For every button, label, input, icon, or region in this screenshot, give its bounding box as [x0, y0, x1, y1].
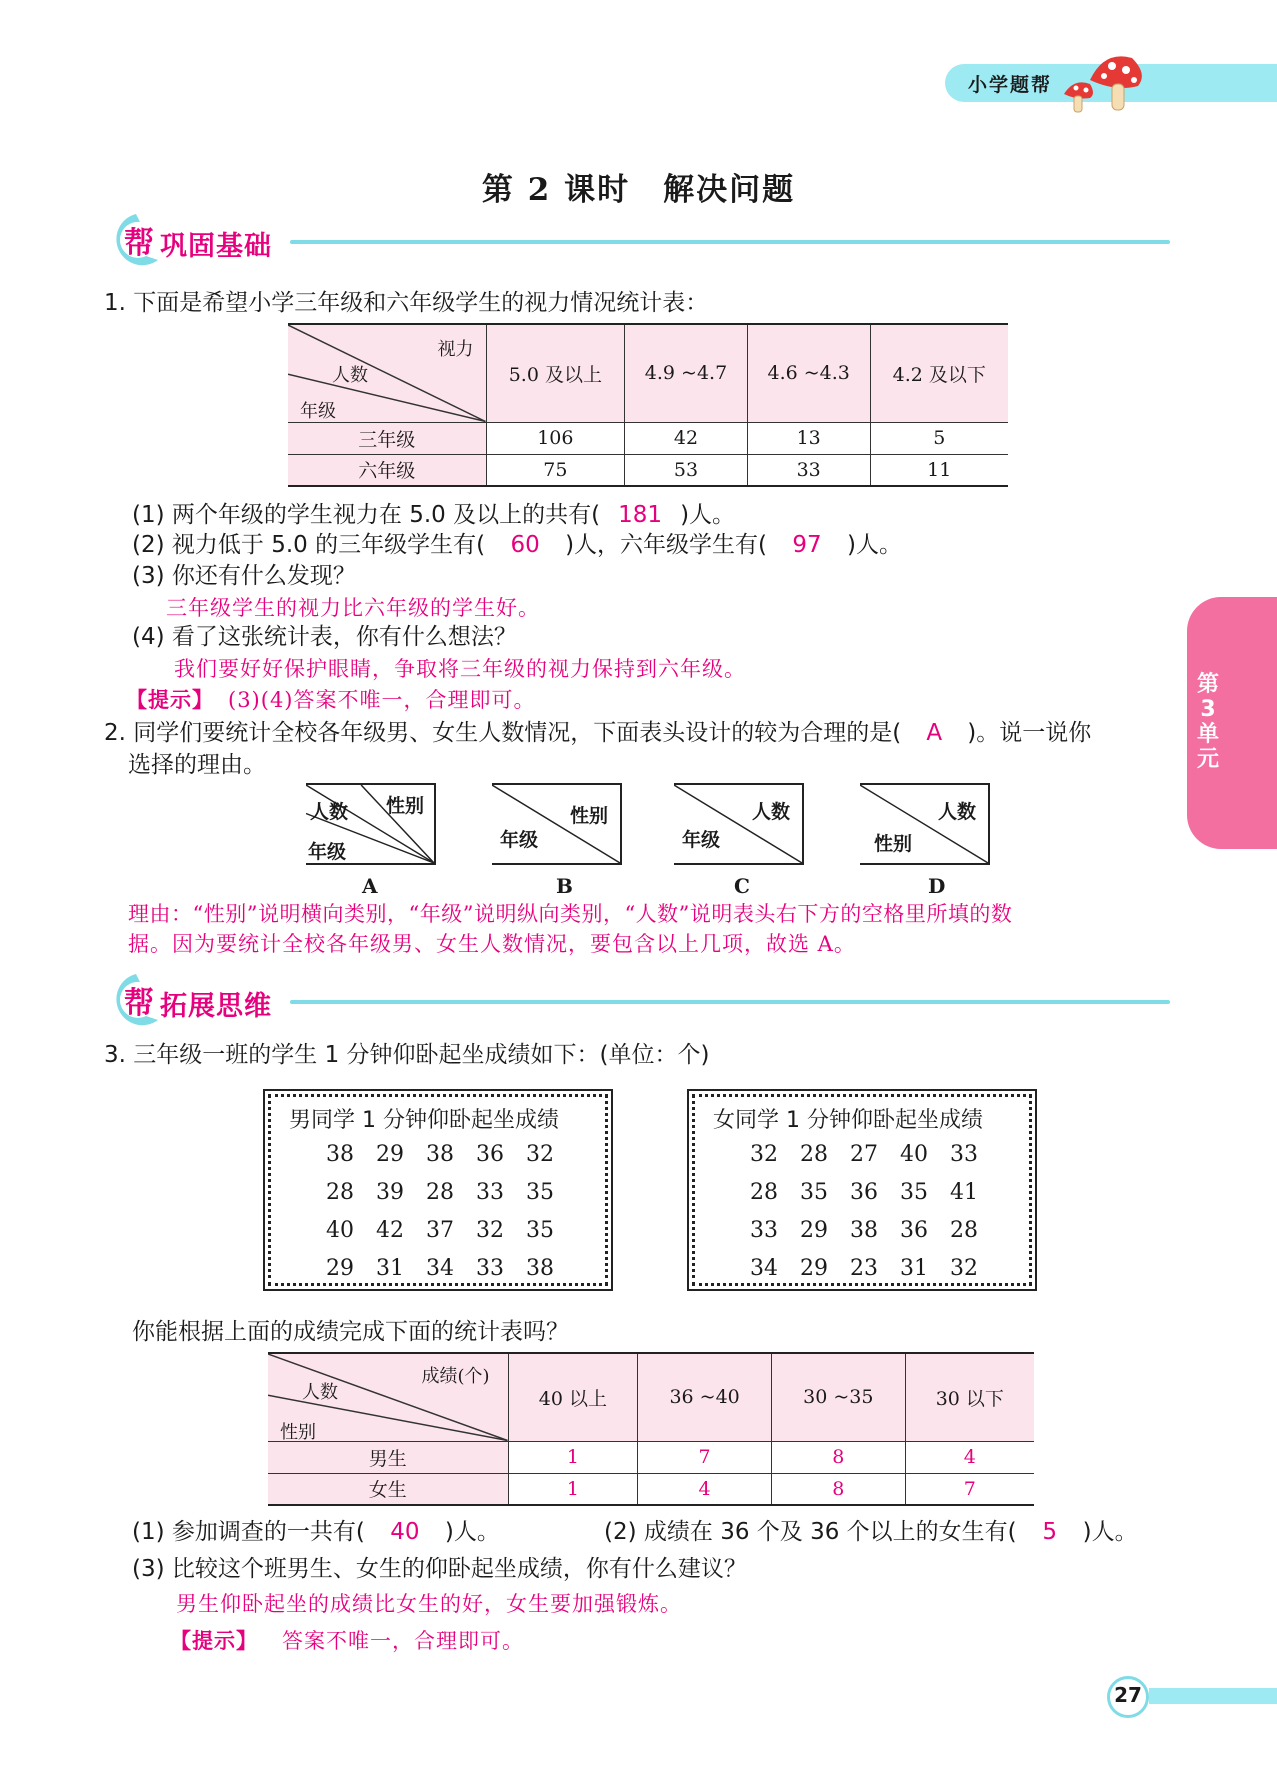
q3-boys-scores [315, 1141, 565, 1283]
boys-score: 35 [526, 1180, 554, 1205]
section-title-extend: 拓展思维 [160, 991, 272, 1022]
q3-girls-frame [692, 1094, 1032, 1286]
page-number: 27 [1114, 1683, 1142, 1707]
q3-corner-top: 成绩(个) [421, 1366, 490, 1387]
boys-score: 29 [326, 1256, 354, 1281]
q3-part2-answer: 5 [1042, 1519, 1057, 1545]
q2-option-c-header: 人数 年级 [674, 783, 804, 865]
girls-score: 35 [900, 1180, 928, 1205]
girls-score: 34 [750, 1256, 778, 1281]
q1-cell: 33 [747, 454, 870, 486]
q2-option-c-letter: C [734, 874, 750, 898]
q2-reason-line1: 理由：“性别”说明横向类别，“年级”说明纵向类别，“人数”说明表头右下方的空格里所填的数 [128, 902, 1013, 926]
section-divider [290, 240, 1170, 244]
girls-score: 33 [750, 1218, 778, 1243]
q2-option-b-header: 性别 年级 [492, 783, 622, 865]
q3-prompt: 你能根据上面的成绩完成下面的统计表吗？ [132, 1319, 569, 1345]
mushroom-icon [1060, 44, 1146, 116]
q3-cell-answer: 8 [771, 1441, 905, 1473]
q2-option-d-header: 人数 性别 [860, 783, 990, 865]
lesson-title: 第 2 课时 解决问题 [481, 172, 796, 208]
q1-part3-answer: 三年级学生的视力比六年级的学生好。 [166, 596, 540, 620]
q1-row-label: 六年级 [288, 454, 486, 486]
q1-part4: (4) 看了这张统计表，你有什么想法？ [132, 624, 517, 650]
q3-col-header: 40 以上 [508, 1353, 638, 1441]
boys-score: 37 [426, 1218, 454, 1243]
q1-hint: 【提示】 (3)(4)答案不唯一，合理即可。 [126, 688, 536, 712]
q3-part1: (1) 参加调查的一共有( 40 )人。 [132, 1519, 500, 1545]
q3-cell-answer: 4 [905, 1441, 1034, 1473]
boys-score: 36 [476, 1142, 504, 1167]
q1-col-header: 4.2 及以下 [870, 324, 1008, 422]
q1-part1: (1) 两个年级的学生视力在 5.0 及以上的共有( 181 )人。 [132, 502, 736, 528]
boys-score: 39 [376, 1180, 404, 1205]
q1-part1-answer: 181 [618, 502, 663, 528]
q1-col-header: 5.0 及以上 [486, 324, 625, 422]
page-number-bar [1149, 1688, 1277, 1704]
boys-score: 38 [526, 1256, 554, 1281]
boys-score: 38 [326, 1142, 354, 1167]
q3-stem: 3. 三年级一班的学生 1 分钟仰卧起坐成绩如下：(单位：个) [104, 1042, 710, 1068]
girls-score: 33 [950, 1142, 978, 1167]
boys-score: 33 [476, 1256, 504, 1281]
boys-score: 28 [326, 1180, 354, 1205]
q3-corner-bottom: 性别 [280, 1422, 316, 1443]
q3-cell-answer: 1 [508, 1473, 638, 1505]
q3-row-label: 女生 [268, 1473, 508, 1505]
q1-corner-bottom: 年级 [300, 401, 336, 422]
boys-score: 38 [426, 1142, 454, 1167]
boys-score: 32 [476, 1218, 504, 1243]
q3-cell-answer: 4 [638, 1473, 772, 1505]
q3-corner-mid: 人数 [302, 1382, 338, 1403]
boys-score: 35 [526, 1218, 554, 1243]
q3-col-header: 36 ~40 [638, 1353, 772, 1441]
girls-score: 28 [950, 1218, 978, 1243]
q2-option-a-letter: A [362, 874, 378, 898]
q2-stem: 2. 同学们要统计全校各年级男、女生人数情况，下面表头设计的较为合理的是( A )。说一说你 [104, 720, 1092, 746]
q1-cell: 5 [870, 422, 1008, 454]
q2-reason-line2: 据。因为要统计全校各年级男、女生人数情况，要包含以上几项，故选 A。 [128, 932, 856, 956]
q1-table-corner [288, 324, 486, 422]
q1-cell: 53 [625, 454, 748, 486]
q1-corner-top: 视力 [437, 339, 474, 360]
q1-corner-mid: 人数 [332, 365, 368, 386]
unit-side-tab-text: 第 3 单 元 [1196, 672, 1219, 772]
girls-score: 41 [950, 1180, 978, 1205]
q3-row-label: 男生 [268, 1441, 508, 1473]
q1-part3: (3) 你还有什么发现？ [132, 563, 356, 589]
boys-score: 42 [376, 1218, 404, 1243]
q2-stem-line2: 选择的理由。 [128, 752, 266, 778]
q3-cell-answer: 7 [905, 1473, 1034, 1505]
girls-score: 40 [900, 1142, 928, 1167]
q3-cell-answer: 7 [638, 1441, 772, 1473]
girls-score: 31 [900, 1256, 928, 1281]
q1-cell: 13 [747, 422, 870, 454]
section-badge-text: 帮 [124, 986, 155, 1021]
girls-score: 32 [750, 1142, 778, 1167]
q3-boys-frame [268, 1094, 608, 1286]
girls-score: 27 [850, 1142, 878, 1167]
q3-hint: 【提示】 答案不唯一，合理即可。 [170, 1629, 524, 1653]
boys-score: 28 [426, 1180, 454, 1205]
q3-score-table [268, 1352, 1034, 1506]
q1-col-header: 4.6 ~4.3 [747, 324, 870, 422]
boys-score: 33 [476, 1180, 504, 1205]
section-title-basic: 巩固基础 [160, 231, 272, 262]
q3-cell-answer: 1 [508, 1441, 638, 1473]
q1-part4-answer: 我们要好好保护眼睛，争取将三年级的视力保持到六年级。 [174, 657, 746, 681]
q1-cell: 75 [486, 454, 625, 486]
q3-girls-scores [739, 1141, 989, 1283]
boys-score: 29 [376, 1142, 404, 1167]
girls-score: 36 [900, 1218, 928, 1243]
boys-score: 32 [526, 1142, 554, 1167]
q3-part3: (3) 比较这个班男生、女生的仰卧起坐成绩，你有什么建议？ [132, 1556, 747, 1582]
q1-vision-table [288, 323, 1008, 487]
q3-part2: (2) 成绩在 36 个及 36 个以上的女生有( 5 )人。 [604, 1519, 1138, 1545]
header-brand-text: 小学题帮 [968, 74, 1053, 96]
girls-score: 29 [800, 1218, 828, 1243]
girls-score: 23 [850, 1256, 878, 1281]
girls-score: 38 [850, 1218, 878, 1243]
q1-row-label: 三年级 [288, 422, 486, 454]
girls-score: 36 [850, 1180, 878, 1205]
q3-boys-title: 男同学 1 分钟仰卧起坐成绩 [289, 1108, 559, 1133]
q1-col-header: 4.9 ~4.7 [625, 324, 748, 422]
q3-girls-title: 女同学 1 分钟仰卧起坐成绩 [713, 1108, 983, 1133]
q2-option-a-header: 性别 人数 年级 [306, 783, 436, 865]
q3-part3-answer: 男生仰卧起坐的成绩比女生的好，女生要加强锻炼。 [176, 1592, 682, 1616]
boys-score: 40 [326, 1218, 354, 1243]
q3-col-header: 30 以下 [905, 1353, 1034, 1441]
girls-score: 28 [750, 1180, 778, 1205]
q3-cell-answer: 8 [771, 1473, 905, 1505]
girls-score: 29 [800, 1256, 828, 1281]
q2-option-b-letter: B [556, 874, 573, 898]
girls-score: 28 [800, 1142, 828, 1167]
section-badge-text: 帮 [124, 226, 155, 261]
girls-score: 35 [800, 1180, 828, 1205]
girls-score: 32 [950, 1256, 978, 1281]
q1-cell: 11 [870, 454, 1008, 486]
q3-part1-answer: 40 [390, 1519, 420, 1545]
q2-option-d-letter: D [928, 874, 946, 898]
q1-stem: 1. 下面是希望小学三年级和六年级学生的视力情况统计表： [104, 290, 709, 316]
section-divider [290, 1000, 1170, 1004]
q3-table-corner [268, 1353, 508, 1441]
boys-score: 31 [376, 1256, 404, 1281]
q1-cell: 42 [625, 422, 748, 454]
q2-answer: A [926, 720, 943, 746]
q1-part2: (2) 视力低于 5.0 的三年级学生有( 60 )人，六年级学生有( 97 )人。 [132, 532, 903, 558]
q3-col-header: 30 ~35 [771, 1353, 905, 1441]
q1-cell: 106 [486, 422, 625, 454]
q1-part2-answer2: 97 [792, 532, 822, 558]
q1-part2-answer1: 60 [510, 532, 540, 558]
boys-score: 34 [426, 1256, 454, 1281]
